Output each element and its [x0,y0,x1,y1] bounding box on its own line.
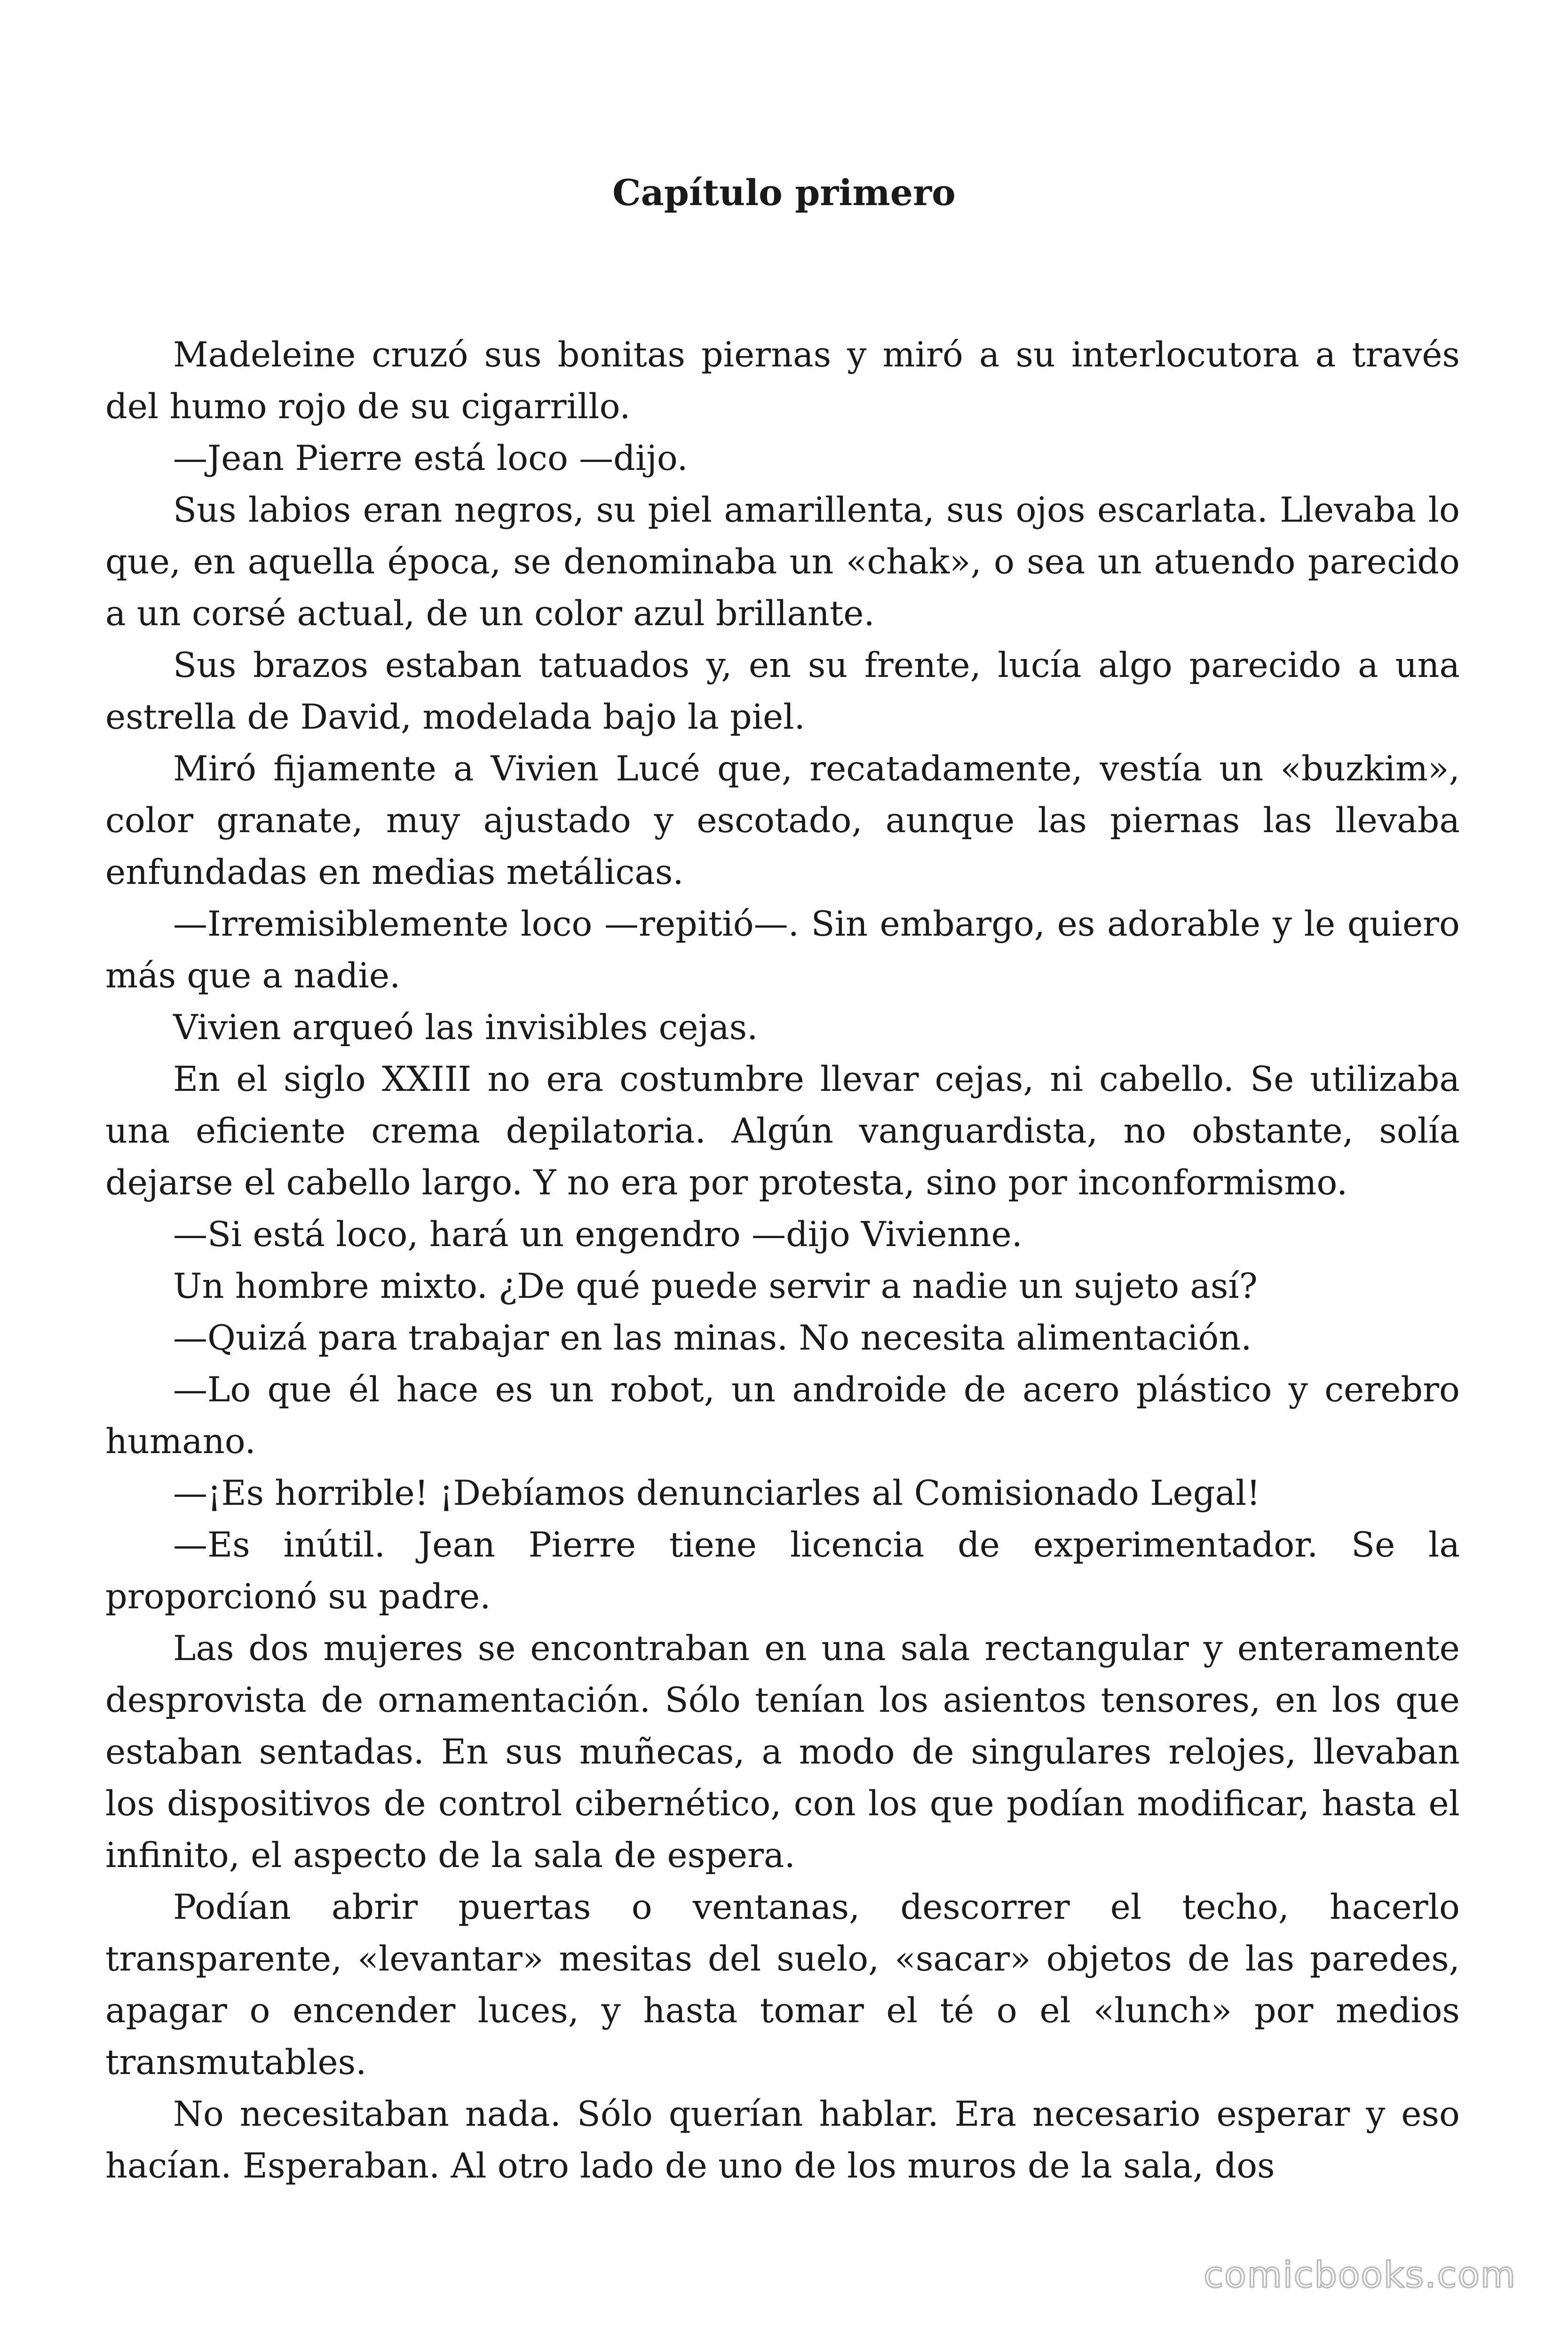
paragraph: —Si está loco, hará un engendro —dijo Vivienne. [173,1215,1023,1255]
paragraph: Vivien arqueó las invisibles cejas. [173,1008,758,1048]
paragraph: Miró fijamente a Vivien Lucé que, recatadamente, vestía un «buzkim», color granate, muy ajustado y escotado, aunque las piernas las llevaba enfundadas en medias metálicas. [105,749,1460,892]
paragraph: —Irremisiblemente loco —repitió—. Sin embargo, es adorable y le quiero más que a nadie. [105,904,1460,996]
paragraph: Sus brazos estaban tatuados y, en su frente, lucía algo parecido a una estrella de David, modelada bajo la piel. [105,645,1460,737]
paragraph: —Es inútil. Jean Pierre tiene licencia de experimentador. Se la proporcionó su padre. [105,1525,1460,1617]
watermark: comicbooks.com [1204,2254,1516,2296]
chapter-body [105,329,1460,2192]
paragraph: Podían abrir puertas o ventanas, descorrer el techo, hacerlo transparente, «levantar» mesitas del suelo, «sacar» objetos de las paredes, apagar o encender luces, y hasta tomar el té o el «lunch» por medios transmutables. [105,1887,1460,2082]
paragraph: —Lo que él hace es un robot, un androide de acero plástico y cerebro humano. [105,1370,1460,1462]
chapter-title: Capítulo primero [612,172,956,214]
paragraph: Un hombre mixto. ¿De qué puede servir a nadie un sujeto así? [173,1266,1258,1306]
paragraph: Sus labios eran negros, su piel amarillenta, sus ojos escarlata. Llevaba lo que, en aquella época, se denominaba un «chak», o sea un atuendo parecido a un corsé actual, de un color azul brillante. [105,490,1460,634]
paragraph: En el siglo XXIII no era costumbre llevar cejas, ni cabello. Se utilizaba una eficiente crema depilatoria. Algún vanguardista, no obstante, solía dejarse el cabello largo. Y no era por protesta, sino por inconformismo. [105,1059,1460,1203]
paragraph: Madeleine cruzó sus bonitas piernas y miró a su interlocutora a través del humo rojo de su cigarrillo. [105,335,1460,427]
paragraph: —Quizá para trabajar en las minas. No necesita alimentación. [173,1318,1252,1358]
paragraph: —Jean Pierre está loco —dijo. [173,438,688,478]
paragraph: No necesitaban nada. Sólo querían hablar. Era necesario esperar y eso hacían. Esperaban. Al otro lado de uno de los muros de la sala, dos [105,2094,1460,2186]
paragraph: —¡Es horrible! ¡Debíamos denunciarles al Comisionado Legal! [173,1473,1260,1513]
paragraph: Las dos mujeres se encontraban en una sala rectangular y enteramente desprovista de ornamentación. Sólo tenían los asientos tensores, en los que estaban sentadas. En sus muñecas, a modo de singulares relojes, llevaban los dispositivos de control cibernético, con los que podían modificar, hasta el infinito, el aspecto de la sala de espera. [105,1629,1460,1875]
